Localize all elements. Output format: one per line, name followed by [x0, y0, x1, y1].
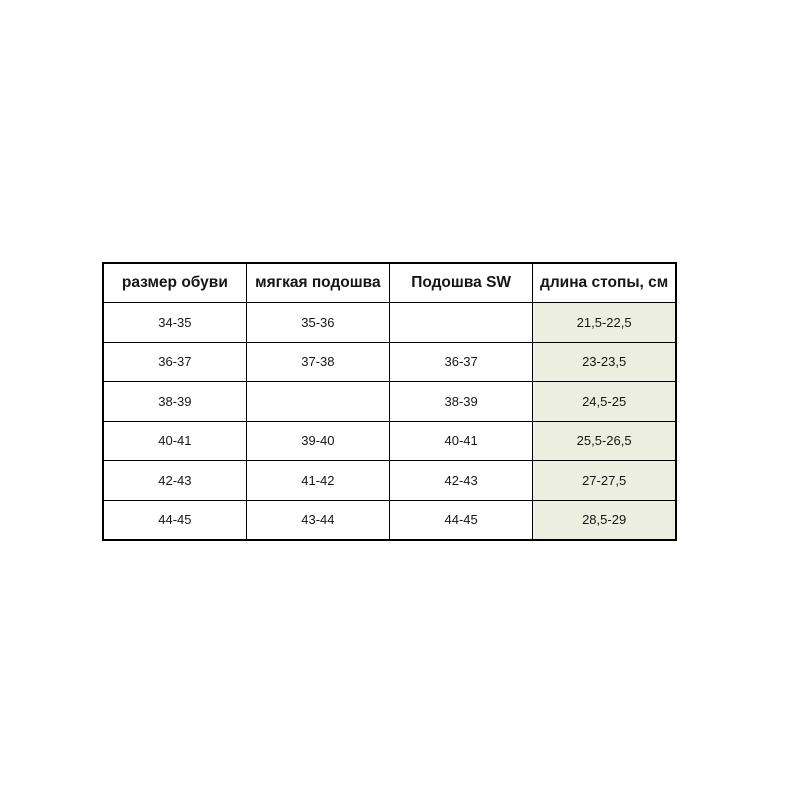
table-cell-highlighted: 25,5-26,5	[533, 421, 676, 461]
table-cell: 42-43	[103, 461, 246, 501]
table-cell: 38-39	[390, 382, 533, 422]
table-cell: 44-45	[103, 500, 246, 540]
table-cell: 36-37	[390, 342, 533, 382]
table-cell: 39-40	[246, 421, 389, 461]
table-row	[103, 303, 676, 343]
table-cell: 36-37	[103, 342, 246, 382]
table-cell: 44-45	[390, 500, 533, 540]
shoe-size-table	[102, 262, 677, 541]
column-header-soft-sole: мягкая подошва	[246, 263, 389, 303]
header-row	[103, 263, 676, 303]
table-row	[103, 342, 676, 382]
table-cell-highlighted: 23-23,5	[533, 342, 676, 382]
table-cell: 38-39	[103, 382, 246, 422]
table-cell: 40-41	[390, 421, 533, 461]
table-cell: 37-38	[246, 342, 389, 382]
column-header-shoe-size: размер обуви	[103, 263, 246, 303]
table-cell	[246, 382, 389, 422]
table-cell-highlighted: 27-27,5	[533, 461, 676, 501]
table-cell-highlighted: 28,5-29	[533, 500, 676, 540]
table-cell: 43-44	[246, 500, 389, 540]
table-row	[103, 421, 676, 461]
column-header-sole-sw: Подошва SW	[390, 263, 533, 303]
table-header	[103, 263, 676, 303]
table-row	[103, 382, 676, 422]
table-cell: 40-41	[103, 421, 246, 461]
table-cell: 35-36	[246, 303, 389, 343]
table-cell: 42-43	[390, 461, 533, 501]
table-row	[103, 500, 676, 540]
table-cell-highlighted: 24,5-25	[533, 382, 676, 422]
table-cell	[390, 303, 533, 343]
table-cell: 41-42	[246, 461, 389, 501]
table-body	[103, 303, 676, 541]
table-row	[103, 461, 676, 501]
table-cell: 34-35	[103, 303, 246, 343]
table-cell-highlighted: 21,5-22,5	[533, 303, 676, 343]
column-header-foot-length: длина стопы, см	[533, 263, 676, 303]
